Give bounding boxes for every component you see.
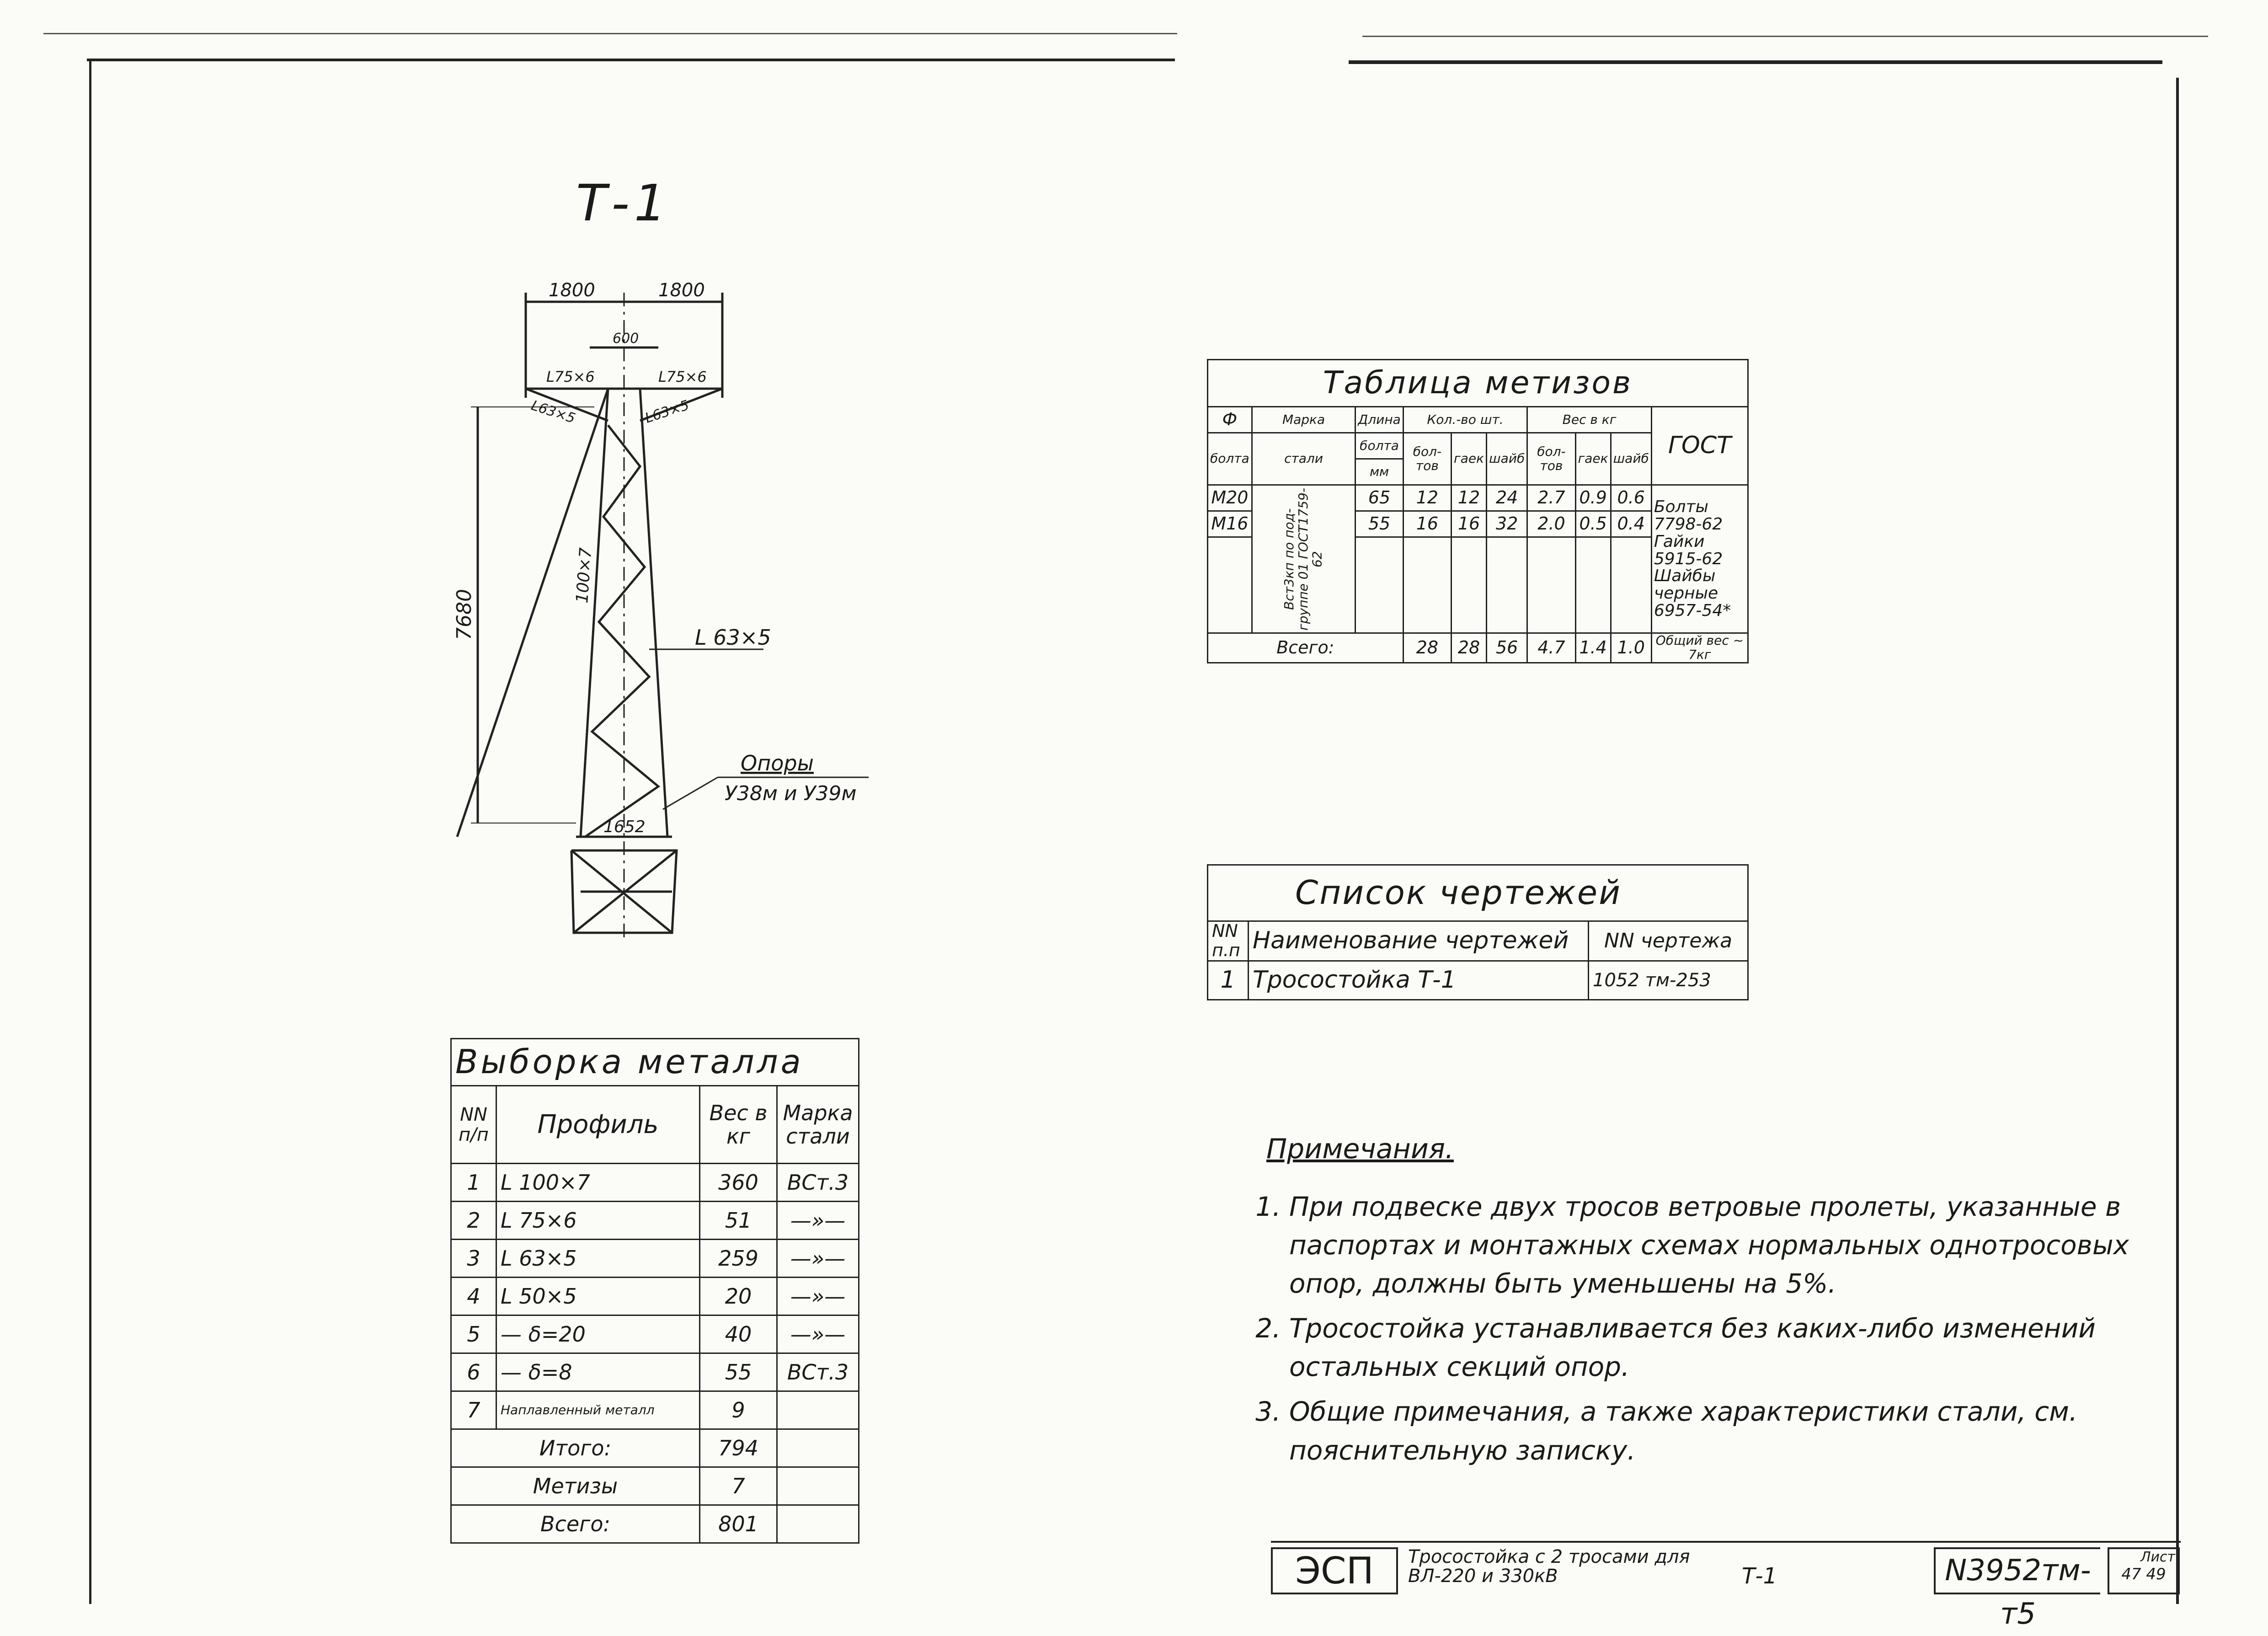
- note-item: 2. Тросостойка устанавливается без каких-либо изменений остальных секций опор.: [1289, 1309, 2158, 1386]
- subtotal-value: 794: [700, 1429, 777, 1467]
- drawings-list: [1207, 864, 1749, 1000]
- total-value: 801: [700, 1505, 777, 1543]
- title-block: [1271, 1541, 2181, 1631]
- frame-top-right-outer: [1362, 36, 2208, 37]
- table-row-subtotal: [451, 1429, 859, 1467]
- col-weight: Вес в кг: [700, 1086, 777, 1164]
- support-label-2: У38м и У39м: [725, 782, 857, 805]
- angle-top-right: L75×6: [658, 368, 707, 385]
- col-length: Длина: [1355, 407, 1403, 433]
- row-weight: 51: [700, 1202, 777, 1240]
- table-row-total: [1208, 633, 1748, 663]
- row-length: 55: [1355, 511, 1403, 537]
- col-profile: Профиль: [496, 1086, 700, 1164]
- metal-title: Выборка металла: [451, 1039, 859, 1086]
- total-label: Всего:: [1208, 633, 1403, 663]
- row-steel: ВСт.3: [777, 1353, 859, 1391]
- row-steel: —»—: [777, 1202, 859, 1240]
- gost-line: Шайбы: [1654, 567, 1716, 586]
- row-profile: L 75×6: [496, 1202, 700, 1240]
- row-profile: Наплавленный металл: [496, 1391, 700, 1429]
- row-num: 1052 тм-253: [1589, 961, 1748, 1000]
- row-no: 5: [451, 1315, 496, 1353]
- note-item: 3. Общие примечания, а также характеристики стали, см. пояснительную записку.: [1289, 1392, 2158, 1469]
- gost-line: 7798-62: [1654, 515, 1723, 534]
- total-w-bolts: 4.7: [1527, 633, 1575, 663]
- row-diam: М20: [1208, 485, 1252, 511]
- tower-drawing: [453, 274, 914, 960]
- table-row: [451, 1391, 859, 1429]
- col-steel: Марка стали: [777, 1086, 859, 1164]
- row-w-nuts: 0.9: [1575, 485, 1611, 511]
- dim-base-width: 1652: [603, 818, 646, 836]
- col-gost: ГОСТ: [1651, 407, 1748, 485]
- col-steel-sub: стали: [1252, 433, 1355, 485]
- row-weight: 40: [700, 1315, 777, 1353]
- gost-line: Болты: [1654, 497, 1708, 517]
- row-weight: 259: [700, 1240, 777, 1278]
- fasteners-value: 7: [700, 1467, 777, 1505]
- table-row-fasteners: [451, 1467, 859, 1505]
- col-qty-bolts: бол- тов: [1403, 433, 1451, 485]
- drawing-title: Т-1: [576, 174, 671, 232]
- subtotal-label: Итого:: [451, 1429, 700, 1467]
- table-row: [1208, 485, 1748, 511]
- row-weight: 55: [700, 1353, 777, 1391]
- gost-line: 5915-62: [1654, 549, 1723, 568]
- row-name: Тросостойка Т-1: [1249, 961, 1589, 1000]
- frame-left: [89, 59, 91, 1604]
- notes-title: Примечания.: [1266, 1133, 1454, 1165]
- table-row: [451, 1353, 859, 1391]
- col-qty: Кол.-во шт.: [1403, 407, 1527, 433]
- col-length-sub1: болта: [1355, 433, 1403, 459]
- dim-left-span: 1800: [549, 280, 595, 301]
- angle-mid-right: L63×5: [643, 397, 691, 427]
- notes: [1266, 1129, 2158, 1476]
- row-no: 1: [1208, 961, 1249, 1000]
- row-profile: — δ=8: [496, 1353, 700, 1391]
- total-weight: Общий вес ~ 7кг: [1651, 633, 1748, 663]
- col-diam: Ф: [1208, 407, 1252, 433]
- fasteners-title: Таблица метизов: [1208, 360, 1748, 407]
- col-w-washers: шайб: [1611, 433, 1651, 485]
- row-w-washers: 0.6: [1611, 485, 1651, 511]
- gost-cell: [1651, 485, 1748, 633]
- row-no: 1: [451, 1164, 496, 1202]
- col-qty-washers: шайб: [1487, 433, 1527, 485]
- main-angle-label: 100×7: [573, 547, 596, 604]
- row-weight: 20: [700, 1278, 777, 1315]
- gost-line: 6957-54*: [1654, 601, 1731, 620]
- stamp-title: Тросостойка с 2 тросами для ВЛ-220 и 330кВ: [1408, 1546, 1690, 1587]
- stamp-mark: Т-1: [1742, 1563, 1777, 1589]
- row-diam: М16: [1208, 511, 1252, 537]
- total-label: Всего:: [451, 1505, 700, 1543]
- table-row: [451, 1164, 859, 1202]
- gost-line: черные: [1654, 584, 1718, 603]
- total-qty-bolts: 28: [1403, 633, 1451, 663]
- row-no: 4: [451, 1278, 496, 1315]
- table-row: [451, 1240, 859, 1278]
- fasteners-label: Метизы: [451, 1467, 700, 1505]
- total-w-washers: 1.0: [1611, 633, 1651, 663]
- row-steel: ВСт.3: [777, 1164, 859, 1202]
- note-item: 1. При подвеске двух тросов ветровые пролеты, указанные в паспортах и монтажных схемах нормальных однотросовых опор, должны быть уменьшены на 5%.: [1289, 1187, 2158, 1303]
- row-length: 65: [1355, 485, 1403, 511]
- dim-top-gap: 600: [613, 331, 639, 347]
- col-no: NN п/п: [451, 1086, 496, 1164]
- col-steel: Марка: [1252, 407, 1355, 433]
- stamp-sheet-label: Лист: [2140, 1549, 2175, 1565]
- col-diam-sub: болта: [1208, 433, 1252, 485]
- col-name: Наименование чертежей: [1249, 921, 1589, 961]
- col-w-nuts: гаек: [1575, 433, 1611, 485]
- total-qty-nuts: 28: [1452, 633, 1487, 663]
- row-qty-nuts: 16: [1452, 511, 1487, 537]
- stamp-sheet-value: 47 49: [2121, 1565, 2166, 1583]
- col-length-sub2: мм: [1355, 459, 1403, 485]
- row-no: 2: [451, 1202, 496, 1240]
- steel-note: Вст3кп по под- группе 01 ГОСТ1759-62: [1252, 485, 1355, 633]
- row-steel: —»—: [777, 1315, 859, 1353]
- row-steel: [777, 1391, 859, 1429]
- total-qty-washers: 56: [1487, 633, 1527, 663]
- table-row: [451, 1315, 859, 1353]
- row-profile: L 63×5: [496, 1240, 700, 1278]
- col-weight: Вес в кг: [1527, 407, 1652, 433]
- row-qty-washers: 24: [1487, 485, 1527, 511]
- row-steel: —»—: [777, 1278, 859, 1315]
- angle-top-left: L75×6: [546, 368, 595, 385]
- angle-mid-left: L63×5: [529, 397, 577, 427]
- table-row: [451, 1202, 859, 1240]
- stamp-org: ЭСП: [1271, 1547, 1398, 1594]
- table-row-total: [451, 1505, 859, 1543]
- frame-top-left: [87, 59, 1175, 61]
- row-qty-nuts: 12: [1452, 485, 1487, 511]
- total-w-nuts: 1.4: [1575, 633, 1611, 663]
- row-w-washers: 0.4: [1611, 511, 1651, 537]
- frame-right: [2176, 78, 2179, 1604]
- fasteners-table: [1207, 359, 1749, 663]
- row-no: 7: [451, 1391, 496, 1429]
- table-row: [451, 1278, 859, 1315]
- metal-table: [450, 1038, 859, 1544]
- row-w-bolts: 2.0: [1527, 511, 1575, 537]
- row-w-nuts: 0.5: [1575, 511, 1611, 537]
- row-profile: L 100×7: [496, 1164, 700, 1202]
- row-qty-bolts: 16: [1403, 511, 1451, 537]
- support-label-1: Опоры: [741, 751, 814, 775]
- drawings-title: Список чертежей: [1208, 865, 1748, 921]
- stamp-sheet: [2108, 1547, 2180, 1594]
- row-profile: — δ=20: [496, 1315, 700, 1353]
- row-steel: —»—: [777, 1240, 859, 1278]
- col-num: NN чертежа: [1589, 921, 1748, 961]
- gost-line: Гайки: [1654, 532, 1705, 551]
- dim-height: 7680: [453, 589, 476, 640]
- col-no: NN п.п: [1208, 921, 1249, 961]
- row-w-bolts: 2.7: [1527, 485, 1575, 511]
- brace-angle-label: L 63×5: [695, 625, 771, 650]
- row-profile: L 50×5: [496, 1278, 700, 1315]
- frame-top-left-outer: [43, 33, 1177, 34]
- stamp-number: N3952тм-т5: [1934, 1547, 2100, 1594]
- col-w-bolts: бол- тов: [1527, 433, 1575, 485]
- row-weight: 360: [700, 1164, 777, 1202]
- row-qty-washers: 32: [1487, 511, 1527, 537]
- table-row: [1208, 961, 1748, 1000]
- row-weight: 9: [700, 1391, 777, 1429]
- frame-top-right: [1349, 60, 2162, 64]
- row-no: 6: [451, 1353, 496, 1391]
- row-qty-bolts: 12: [1403, 485, 1451, 511]
- row-no: 3: [451, 1240, 496, 1278]
- col-qty-nuts: гаек: [1452, 433, 1487, 485]
- dim-right-span: 1800: [658, 280, 705, 301]
